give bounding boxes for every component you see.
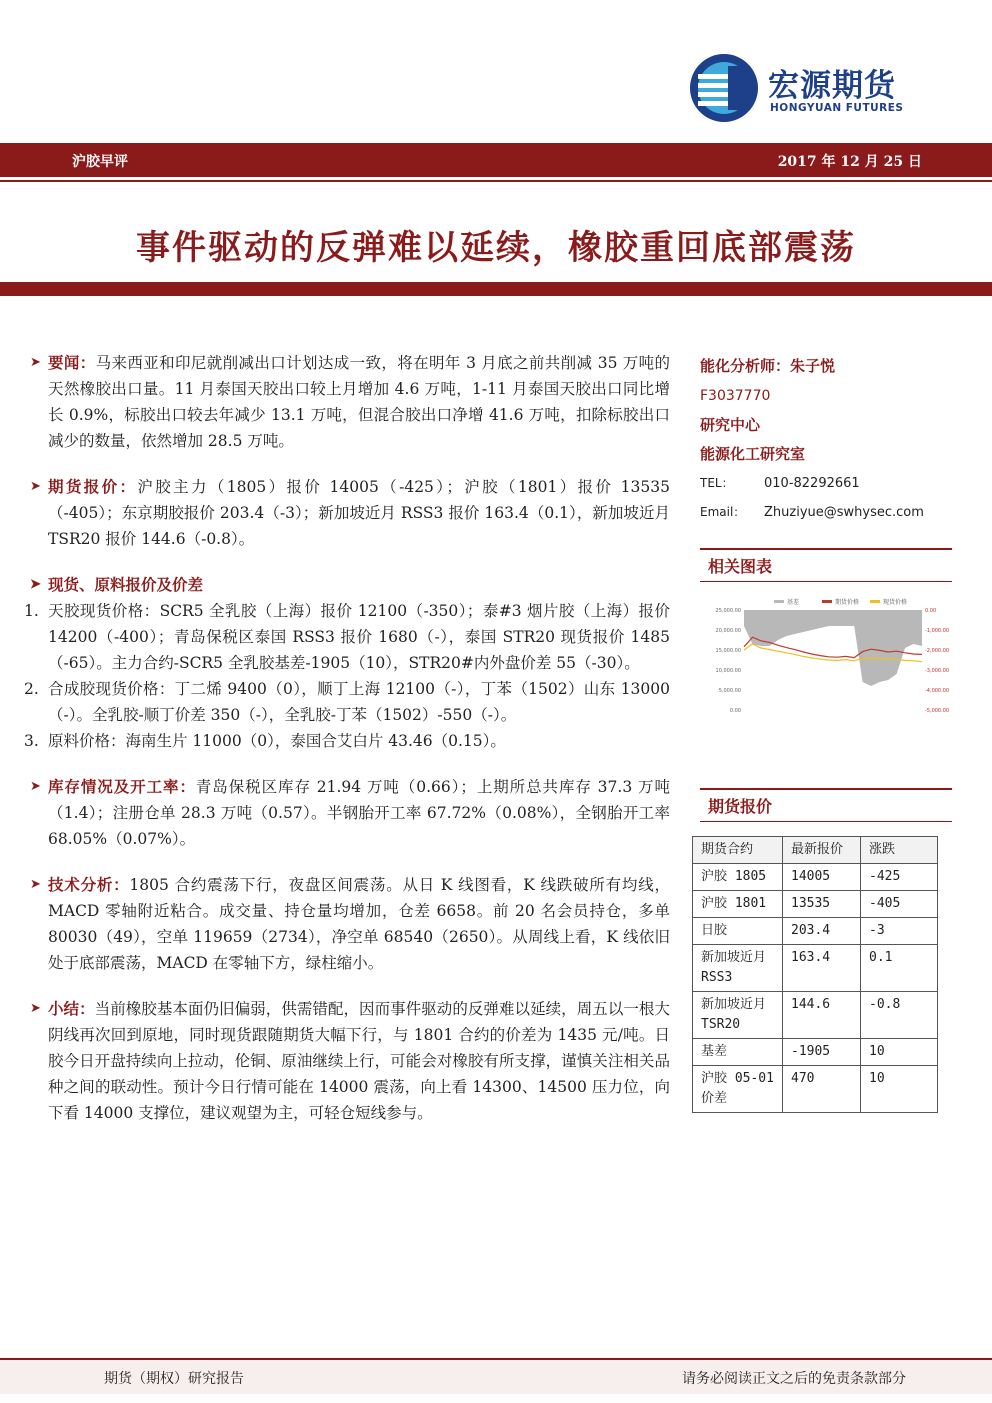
table-cell: 沪胶 1801: [693, 891, 783, 918]
table-row: [693, 864, 938, 891]
basis-chart-svg: [700, 592, 952, 752]
table-row: [693, 992, 938, 1039]
arrow-icon: ➤: [30, 355, 41, 370]
list-item: [24, 728, 670, 754]
related-charts-label: 相关图表: [708, 557, 773, 576]
y-left-tick-label: 0.00: [729, 708, 741, 714]
analyst-info: [700, 352, 952, 527]
y-right-tick-label: -2,000.00: [925, 648, 950, 654]
table-cell: 144.6: [783, 992, 861, 1039]
table-row: [693, 1039, 938, 1066]
futures-label: 期货报价：: [48, 477, 138, 496]
y-right-tick-label: -5,000.00: [925, 708, 950, 714]
y-right-tick-label: -3,000.00: [925, 668, 950, 674]
news-paragraph: [30, 350, 670, 454]
logo-name-cn: 宏源期货: [768, 68, 896, 104]
header-band: [0, 143, 992, 177]
y-left-tick-label: 15,000.00: [715, 648, 741, 654]
table-cell: 日胶: [693, 918, 783, 945]
futures-quotes-label: 期货报价: [708, 797, 773, 816]
table-row: [693, 891, 938, 918]
logo-mark-icon: [688, 52, 760, 124]
email-label: Email：: [700, 505, 746, 519]
report-title: 事件驱动的反弹难以延续，橡胶重回底部震荡: [136, 228, 856, 268]
table-cell: -425: [861, 864, 938, 891]
quote-table: [692, 836, 938, 1113]
technical-label: 技术分析：: [48, 875, 130, 894]
table-cell: -405: [861, 891, 938, 918]
list-item: [24, 676, 670, 728]
report-date: 2017 年 12 月 25 日: [777, 154, 922, 170]
legend-label: 期货价格: [835, 599, 860, 606]
table-cell: 新加坡近月 TSR20: [693, 992, 783, 1039]
table-cell: 沪胶 1805: [693, 864, 783, 891]
y-right-tick-label: -4,000.00: [925, 688, 950, 694]
list-text: 原料价格：海南生片 11000（0），泰国合艾白片 43.46（0.15）。: [48, 732, 506, 750]
y-left-tick-label: 25,000.00: [715, 608, 741, 614]
analyst-dept1: 研究中心: [700, 416, 761, 434]
table-cell: 14005: [783, 864, 861, 891]
news-label: 要闻：: [48, 353, 96, 372]
email-value: Zhuziyue@swhysec.com: [764, 505, 924, 520]
legend-swatch: [822, 600, 832, 603]
footer-disclaimer: 请务必阅读正文之后的免责条款部分: [682, 1371, 906, 1387]
arrow-icon: ➤: [30, 577, 41, 592]
table-cell: -1905: [783, 1039, 861, 1066]
basis-area: [744, 610, 922, 686]
arrow-icon: ➤: [30, 479, 41, 494]
list-number: 3.: [24, 732, 39, 750]
logo-name-en: HONGYUAN FUTURES: [770, 102, 904, 114]
technical-paragraph: [30, 872, 670, 976]
table-cell: 10: [861, 1039, 938, 1066]
list-number: 2.: [24, 680, 39, 698]
list-text: 合成胶现货价格：丁二烯 9400（0），顺丁上海 12100（-），丁苯（1502）山东 13000（-）。全乳胶-顺丁价差 350（-），全乳胶-丁苯（1502）-550（-）。: [48, 680, 670, 724]
tel-value: 010-82292661: [764, 476, 860, 491]
table-cell: 203.4: [783, 918, 861, 945]
table-cell: -0.8: [861, 992, 938, 1039]
list-number: 1.: [24, 602, 39, 620]
table-cell: 新加坡近月 RSS3: [693, 945, 783, 992]
table-header-row: [693, 837, 938, 864]
legend-swatch: [870, 600, 880, 603]
futures-quotes-heading: [700, 788, 952, 822]
spot-section-heading: [30, 572, 670, 598]
tel-label: TEL：: [700, 476, 734, 490]
header-divider: [0, 180, 992, 182]
y-right-tick-label: 0.00: [925, 608, 937, 614]
y-right-tick-label: -1,000.00: [925, 628, 950, 634]
table-cell: 163.4: [783, 945, 861, 992]
legend-swatch: [774, 600, 784, 603]
table-cell: 470: [783, 1066, 861, 1113]
table-cell: 基差: [693, 1039, 783, 1066]
footer-left: 期货（期权）研究报告: [104, 1371, 244, 1387]
header-cell: 期货合约: [693, 837, 783, 864]
news-text: 马来西亚和印尼就削减出口计划达成一致，将在明年 3 月底之前共削减 35 万吨的天然橡胶出口量。11 月泰国天胶出口较上月增加 4.6 万吨，1-11 月泰国天胶出口同比增长 0.9%，标胶出口较去年减少 13.1 万吨，但混合胶出口净增 41.6 万吨，扣除标胶出口减少的数量，依然增加 28.5 万吨。: [48, 354, 670, 450]
list-item: [24, 598, 670, 676]
table-row: [693, 918, 938, 945]
analyst-email: [700, 498, 952, 527]
table-cell: 0.1: [861, 945, 938, 992]
company-logo: [688, 52, 938, 130]
analyst-license: F3037770: [700, 388, 771, 404]
arrow-icon: ➤: [30, 779, 41, 794]
summary-label: 小结：: [48, 999, 95, 1018]
inventory-label: 库存情况及开工率：: [48, 777, 196, 796]
summary-text: 当前橡胶基本面仍旧偏弱，供需错配，因而事件驱动的反弹难以延续，周五以一根大阴线再次回到原地，同时现货跟随期货大幅下行，与 1801 合约的价差为 1435 元/吨。日胶今日开盘持续向上拉动，伦铜、原油继续上行，可能会对橡胶有所支撑，谨慎关注相关品种之间的联动性。预计今日行情可能在 14000 震荡，向上看 14300、14500 压力位，向下看 14000 支撑位，建议观望为主，可轻仓短线参与。: [48, 1000, 670, 1122]
y-left-tick-label: 5,000.00: [718, 688, 741, 694]
table-cell: 10: [861, 1066, 938, 1113]
legend-label: 基差: [787, 599, 800, 606]
list-text: 天胶现货价格：SCR5 全乳胶（上海）报价 12100（-350）；泰#3 烟片胶（上海）报价 14200（-400）；青岛保税区泰国 RSS3 报价 1680（-），泰国 STR20 现货报价 1485（-65）。主力合约-SCR5 全乳胶基差-1905（10），STR20#内外盘价差 55（-30）。: [48, 602, 670, 672]
table-cell: 沪胶 05-01 价差: [693, 1066, 783, 1113]
technical-text: 1805 合约震荡下行，夜盘区间震荡。从日 K 线图看，K 线跌破所有均线，MACD 零轴附近粘合。成交量、持仓量均增加，仓差 6658。前 20 名会员持仓，多单 80030（49），空单 119659（2734），净空单 68540（2650）。从周线上看，K 线依旧处于底部震荡，MACD 在零轴下方，绿柱缩小。: [48, 876, 670, 972]
summary-paragraph: [30, 996, 670, 1126]
main-content: [24, 350, 670, 1146]
arrow-icon: ➤: [30, 877, 41, 892]
futures-text: 沪胶主力（1805）报价 14005（-425）；沪胶（1801）报价 13535（-405）；东京期胶报价 203.4（-3）；新加坡近月 RSS3 报价 163.4（0.1），新加坡近月 TSR20 报价 144.6（-0.8）。: [48, 478, 670, 548]
table-row: [693, 945, 938, 992]
inventory-text: 青岛保税区库存 21.94 万吨（0.66）；上期所总共库存 37.3 万吨（1.4）；注册仓单 28.3 万吨（0.57）。半钢胎开工率 67.72%（0.08%），全钢胎开工率 68.05%（0.07%）。: [48, 778, 670, 848]
footer: [0, 1360, 992, 1394]
spot-list: [24, 598, 670, 754]
analyst-title: 能化分析师：朱子悦: [700, 357, 836, 375]
related-charts-heading: [700, 548, 952, 582]
analyst-tel: [700, 469, 952, 498]
futures-paragraph: [30, 474, 670, 552]
arrow-icon: ➤: [30, 1001, 41, 1016]
title-rule: [0, 282, 992, 296]
inventory-paragraph: [30, 774, 670, 852]
analyst-dept2: 能源化工研究室: [700, 445, 806, 463]
table-cell: -3: [861, 918, 938, 945]
header-cell: 涨跌: [861, 837, 938, 864]
table-cell: 13535: [783, 891, 861, 918]
spot-label: 现货、原料报价及价差: [48, 575, 204, 594]
header-cell: 最新报价: [783, 837, 861, 864]
table-row: [693, 1066, 938, 1113]
y-left-tick-label: 10,000.00: [715, 668, 741, 674]
legend-label: 现货价格: [883, 599, 908, 606]
report-category: 沪胶早评: [72, 154, 128, 170]
y-left-tick-label: 20,000.00: [715, 628, 741, 634]
basis-chart: [700, 592, 952, 752]
